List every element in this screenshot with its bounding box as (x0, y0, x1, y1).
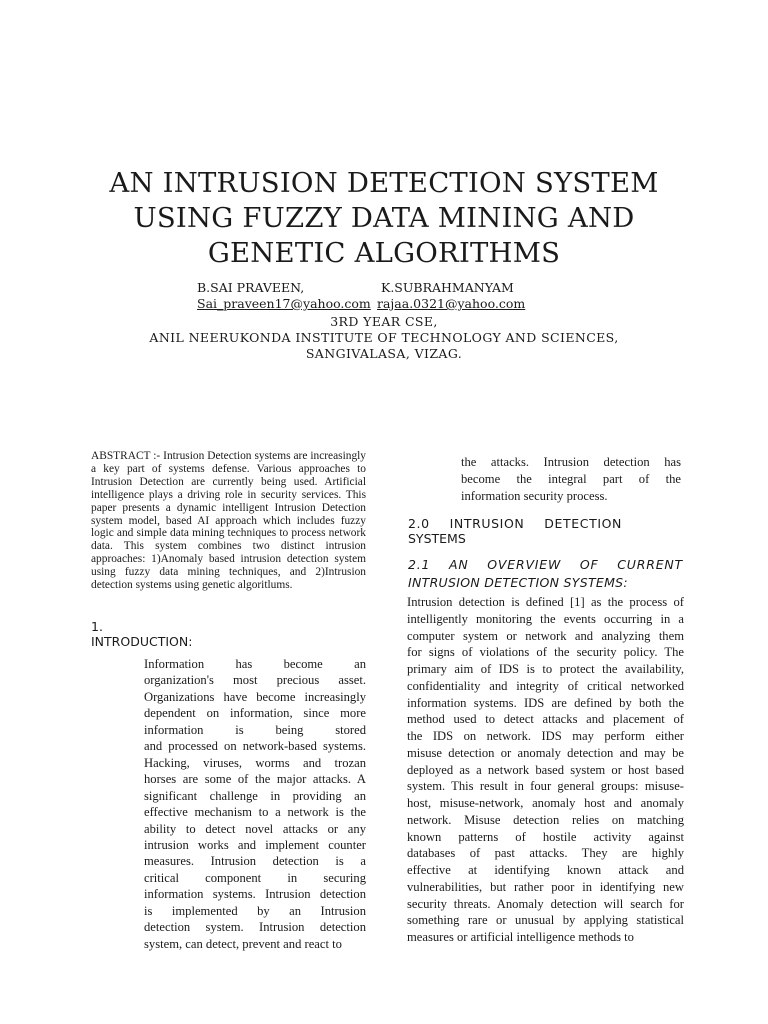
text-line: network. Misuse detection relies on matching (407, 812, 684, 827)
abstract-paragraph: ABSTRACT :- Intrusion Detection systems are increasingly a key part of systems defense. Various approaches to Intrusion Detection are currently being used. Artificial intelligence plays a driving role in security services. This paper presents a dynamic intelligent Intrusion Detection system model, based AI approach which includes fuzzy logic and simple data mining techniques to process network data. This system combines two distinct intrusion approaches: 1)Anomaly based intrusion detection system using fuzzy data mining techniques, and 2)Intrusion detection systems using genetic algoritlums. (91, 450, 366, 592)
title-line: GENETIC ALGORITHMS (207, 237, 561, 269)
text-line: dependent on information, since more (144, 706, 366, 721)
section-heading-line: 2.1 AN OVERVIEW OF CURRENT (408, 557, 683, 572)
text-line: critical component in securing (144, 870, 366, 885)
text-line: something rare or unusual by applying statistical (407, 913, 684, 928)
text-line: host, misuse-network, anomaly host and anomaly (407, 796, 684, 810)
section-2-1-heading (408, 556, 683, 591)
author-location: SANGIVALASA, VIZAG. (305, 346, 463, 361)
author-name: K.SUBRAHMANYAM (381, 280, 514, 295)
text-line: method used to detect attacks and placement of (407, 712, 684, 727)
author-email-link[interactable]: rajaa.0321@yahoo.com (377, 296, 526, 311)
text-line: information security process. (461, 488, 608, 503)
text-line: significant challenge in providing an (144, 788, 366, 803)
ids-overview-paragraph (407, 594, 684, 946)
text-line: measures. Intrusion detection is a (144, 854, 366, 869)
text-line: information systems. IDS are defined by both the (407, 695, 684, 710)
text-line: measures or artificial intelligence methods to (407, 930, 634, 944)
text-line: ability to detect novel attacks or any (144, 821, 366, 836)
text-line: is implemented by an Intrusion (144, 903, 366, 918)
text-line: information systems. Intrusion detection (144, 887, 366, 902)
text-line: information is being stored (144, 722, 366, 737)
text-line: the attacks. Intrusion detection has (461, 455, 681, 469)
title-line: AN INTRUSION DETECTION SYSTEM (109, 167, 659, 199)
text-line: organization's most precious asset. (144, 673, 366, 688)
text-line: security threats. Anomaly detection will search for (407, 896, 684, 911)
text-line: confidentiality and integrity of critical networked (407, 678, 684, 693)
text-line: the IDS on network. IDS may perform either (407, 729, 684, 743)
text-line: Hacking, viruses, worms and trozan (144, 755, 366, 770)
paper-title (0, 166, 768, 271)
text-line: for signs of violations of the security policy. The (407, 645, 684, 660)
text-line: effective at identifying known attack and (407, 863, 684, 877)
text-line: databases of past attacks. They are highly (407, 846, 684, 861)
text-line: known patterns of hostile activity against (407, 829, 684, 844)
section-number: 1. (91, 619, 103, 634)
title-line: USING FUZZY DATA MINING AND (133, 202, 635, 234)
text-line: Information has become an (144, 657, 366, 671)
text-line: effective mechanism to a network is the (144, 805, 366, 820)
text-line: horses are some of the major attacks. A (144, 772, 366, 787)
text-line: misuse detection or anomaly detection and may be (407, 745, 684, 760)
section-heading-line: 2.0 INTRUSION DETECTION (408, 516, 622, 531)
text-line: system, can detect, prevent and react to (144, 936, 342, 951)
author-email-link[interactable]: Sai_praveen17@yahoo.com (197, 296, 371, 311)
author-name: B.SAI PRAVEEN, (197, 280, 305, 295)
introduction-paragraph (144, 656, 366, 952)
text-line: intelligently monitoring the events occurring in a (407, 611, 684, 626)
author-institute: ANIL NEERUKONDA INSTITUTE OF TECHNOLOGY AND SCIENCES, (149, 330, 619, 345)
text-line: become the integral part of the (461, 471, 681, 486)
text-line: computer system or network and analyzing them (407, 628, 684, 643)
section-heading-line: INTRUSION DETECTION SYSTEMS: (408, 574, 628, 590)
author-year: 3RD YEAR CSE, (330, 314, 438, 329)
text-line: Organizations have become increasingly (144, 689, 366, 704)
text-line: vulnerabilities, but rather poor in identifying new (407, 879, 684, 894)
introduction-heading (91, 619, 291, 649)
text-line: system. This result in four general groups: misuse- (407, 779, 684, 794)
text-line: deployed as a network based system or host based (407, 762, 684, 777)
section-2-0-heading (408, 517, 622, 546)
introduction-continuation (461, 454, 681, 504)
author-block (0, 280, 768, 362)
text-line: primary aim of IDS is to protect the availability, (407, 662, 684, 676)
section-title: INTRODUCTION: (91, 634, 193, 649)
text-line: detection system. Intrusion detection (144, 920, 366, 935)
text-line: intrusion works and implement counter (144, 837, 366, 852)
text-line: Intrusion detection is defined [1] as the process of (407, 595, 684, 609)
text-line: and processed on network-based systems. (144, 739, 366, 754)
section-heading-line: SYSTEMS (408, 530, 466, 546)
